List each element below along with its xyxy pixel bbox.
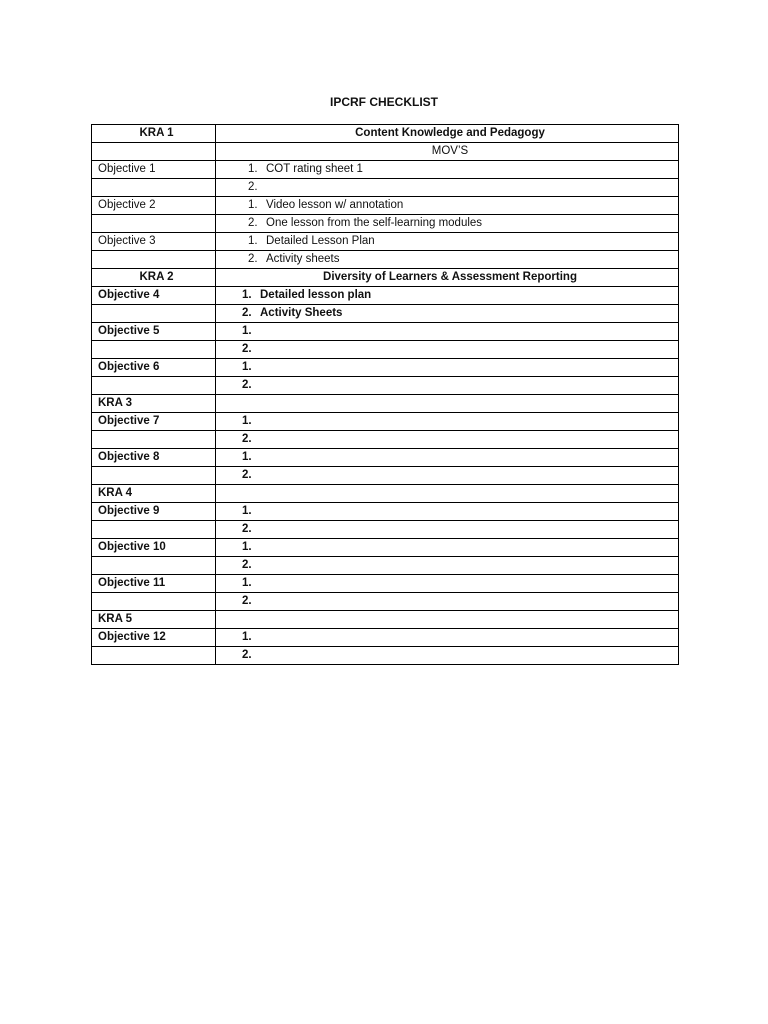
item-number: 2. <box>242 433 252 445</box>
row-label-cell: KRA 2 <box>92 269 216 287</box>
item-number: 1. <box>242 505 252 517</box>
table-row <box>92 125 679 143</box>
row-label-cell: Objective 12 <box>92 629 216 647</box>
movs-header-cell: MOV’S <box>216 143 679 161</box>
kra-title-cell: Diversity of Learners & Assessment Reporting <box>216 269 679 287</box>
table-row <box>92 179 679 197</box>
row-label-cell <box>92 143 216 161</box>
row-label-cell: KRA 1 <box>92 125 216 143</box>
table-row <box>92 413 679 431</box>
item-number: 1. <box>248 235 258 247</box>
table-row <box>92 395 679 413</box>
mov-item-cell <box>216 215 679 233</box>
mov-item-cell <box>216 557 679 575</box>
mov-item-text: Activity sheets <box>266 253 340 265</box>
row-label-cell: Objective 9 <box>92 503 216 521</box>
mov-item-cell <box>216 179 679 197</box>
mov-item-cell <box>216 287 679 305</box>
table-row <box>92 629 679 647</box>
row-label-cell <box>92 647 216 665</box>
item-number: 1. <box>242 289 252 301</box>
row-label-cell <box>92 251 216 269</box>
item-number: 1. <box>248 199 258 211</box>
table-row <box>92 647 679 665</box>
row-label-cell <box>92 467 216 485</box>
table-row <box>92 467 679 485</box>
mov-item-cell <box>216 449 679 467</box>
mov-item-text: Detailed lesson plan <box>260 289 372 301</box>
item-number: 2. <box>242 307 252 319</box>
item-number: 1. <box>248 163 258 175</box>
row-label-cell <box>92 593 216 611</box>
mov-item-cell <box>216 431 679 449</box>
table-row <box>92 161 679 179</box>
row-label-cell: Objective 2 <box>92 197 216 215</box>
empty-cell <box>216 485 679 503</box>
table-row <box>92 611 679 629</box>
table-row <box>92 449 679 467</box>
item-number: 2. <box>248 253 258 265</box>
table-row <box>92 593 679 611</box>
row-label-cell: Objective 1 <box>92 161 216 179</box>
table-row <box>92 485 679 503</box>
checklist-body <box>92 125 679 665</box>
mov-item-text: Activity Sheets <box>260 307 343 319</box>
row-label-cell <box>92 377 216 395</box>
table-row <box>92 143 679 161</box>
row-label-cell <box>92 431 216 449</box>
row-label-cell <box>92 215 216 233</box>
item-number: 2. <box>242 343 252 355</box>
table-row <box>92 215 679 233</box>
mov-item-cell <box>216 251 679 269</box>
table-row <box>92 503 679 521</box>
checklist-table <box>91 124 679 665</box>
row-label-cell <box>92 341 216 359</box>
empty-cell <box>216 611 679 629</box>
table-row <box>92 341 679 359</box>
row-label-cell: KRA 3 <box>92 395 216 413</box>
table-row <box>92 269 679 287</box>
row-label-cell: Objective 10 <box>92 539 216 557</box>
mov-item-cell <box>216 233 679 251</box>
item-number: 1. <box>242 361 252 373</box>
mov-item-cell <box>216 521 679 539</box>
table-row <box>92 575 679 593</box>
table-row <box>92 251 679 269</box>
empty-cell <box>216 395 679 413</box>
row-label-cell: KRA 4 <box>92 485 216 503</box>
row-label-cell <box>92 179 216 197</box>
row-label-cell: Objective 4 <box>92 287 216 305</box>
mov-item-cell <box>216 305 679 323</box>
mov-item-text: One lesson from the self-learning modules <box>266 217 483 229</box>
item-number: 2. <box>248 217 258 229</box>
mov-item-cell <box>216 575 679 593</box>
mov-item-text: Video lesson w/ annotation <box>266 199 404 211</box>
item-number: 2. <box>242 523 252 535</box>
mov-item-cell <box>216 341 679 359</box>
row-label-cell <box>92 305 216 323</box>
mov-item-cell <box>216 539 679 557</box>
mov-item-text: COT rating sheet 1 <box>266 163 363 175</box>
row-label-cell: KRA 5 <box>92 611 216 629</box>
mov-item-cell <box>216 323 679 341</box>
row-label-cell: Objective 11 <box>92 575 216 593</box>
mov-item-cell <box>216 467 679 485</box>
mov-item-cell <box>216 377 679 395</box>
table-row <box>92 287 679 305</box>
mov-item-cell <box>216 647 679 665</box>
item-number: 2. <box>242 595 252 607</box>
table-row <box>92 197 679 215</box>
item-number: 1. <box>242 451 252 463</box>
item-number: 1. <box>242 415 252 427</box>
item-number: 1. <box>242 325 252 337</box>
table-row <box>92 377 679 395</box>
mov-item-cell <box>216 503 679 521</box>
mov-item-cell <box>216 359 679 377</box>
item-number: 2. <box>242 379 252 391</box>
row-label-cell: Objective 7 <box>92 413 216 431</box>
row-label-cell <box>92 521 216 539</box>
table-row <box>92 431 679 449</box>
mov-item-cell <box>216 197 679 215</box>
row-label-cell: Objective 5 <box>92 323 216 341</box>
row-label-cell: Objective 6 <box>92 359 216 377</box>
mov-item-text: Detailed Lesson Plan <box>266 235 375 247</box>
table-row <box>92 323 679 341</box>
table-row <box>92 521 679 539</box>
item-number: 2. <box>242 559 252 571</box>
table-row <box>92 233 679 251</box>
row-label-cell: Objective 3 <box>92 233 216 251</box>
item-number: 2. <box>248 181 258 193</box>
item-number: 1. <box>242 577 252 589</box>
item-number: 1. <box>242 631 252 643</box>
row-label-cell: Objective 8 <box>92 449 216 467</box>
document-title: IPCRF CHECKLIST <box>330 95 438 109</box>
mov-item-cell <box>216 413 679 431</box>
mov-item-cell <box>216 593 679 611</box>
mov-item-cell <box>216 629 679 647</box>
table-row <box>92 305 679 323</box>
mov-item-cell <box>216 161 679 179</box>
table-row <box>92 557 679 575</box>
item-number: 2. <box>242 469 252 481</box>
table-row <box>92 359 679 377</box>
item-number: 1. <box>242 541 252 553</box>
kra-title-cell: Content Knowledge and Pedagogy <box>216 125 679 143</box>
item-number: 2. <box>242 649 252 661</box>
row-label-cell <box>92 557 216 575</box>
table-row <box>92 539 679 557</box>
